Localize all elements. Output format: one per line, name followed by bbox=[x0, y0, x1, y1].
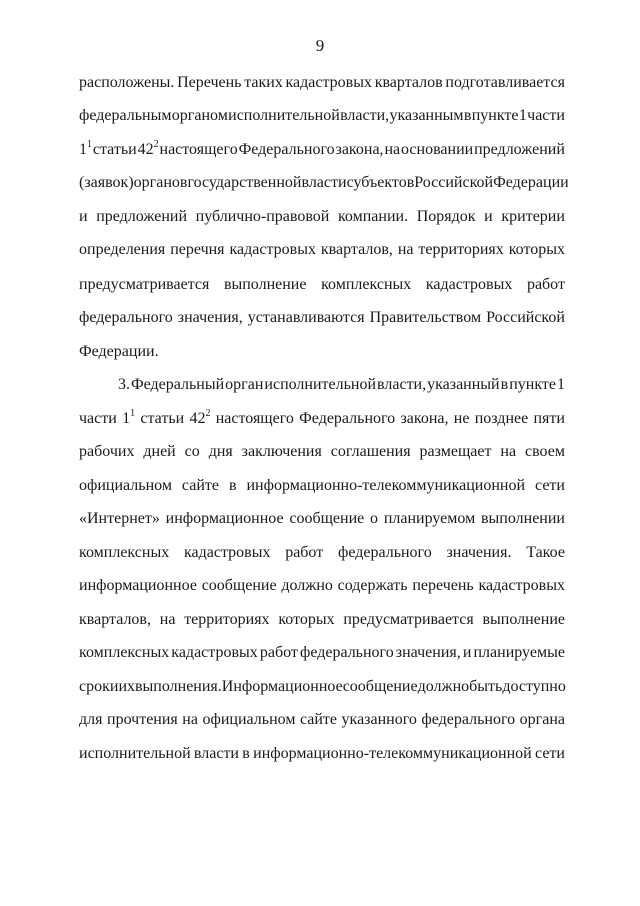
text-line bbox=[79, 106, 565, 126]
text-line bbox=[79, 476, 565, 496]
text-line bbox=[79, 409, 565, 429]
word: исполнительной bbox=[228, 107, 340, 124]
word: настоящего bbox=[159, 141, 238, 158]
word: 3. bbox=[118, 376, 130, 393]
word: значения. bbox=[446, 544, 512, 561]
word: пункте bbox=[471, 107, 519, 124]
word: выполнение bbox=[482, 611, 565, 628]
word: федерального bbox=[421, 711, 516, 728]
word: перечня bbox=[170, 241, 225, 258]
word: публично-правовой bbox=[195, 208, 330, 225]
word: власти bbox=[193, 745, 239, 762]
word: Информационное bbox=[221, 678, 343, 695]
word: рабочих bbox=[79, 443, 135, 460]
word: федерального bbox=[79, 309, 173, 326]
word: кадастровых bbox=[425, 276, 513, 293]
word: власти, bbox=[340, 107, 390, 124]
word: комплексных bbox=[321, 276, 412, 293]
word: со bbox=[184, 443, 200, 460]
word: части bbox=[79, 410, 117, 427]
superscript: 1 bbox=[87, 139, 92, 150]
word: основании bbox=[401, 141, 474, 158]
word: кадастровых bbox=[171, 644, 258, 661]
word: федерального bbox=[337, 544, 432, 561]
word: предложений bbox=[96, 208, 187, 225]
word: пяти bbox=[533, 410, 565, 427]
word: кварталов, bbox=[79, 611, 151, 628]
word: информационно-телекоммуникационной bbox=[253, 745, 532, 762]
word: информационное bbox=[79, 577, 197, 594]
word: информационное bbox=[165, 510, 284, 527]
word: указанным bbox=[389, 107, 464, 124]
word: подготавливается bbox=[445, 74, 565, 91]
word: и bbox=[79, 208, 88, 225]
word: сообщение bbox=[201, 577, 277, 594]
word: заключения bbox=[241, 443, 322, 460]
word: сообщение bbox=[342, 678, 418, 695]
word: планируемые bbox=[473, 644, 565, 661]
text-line bbox=[79, 308, 565, 328]
word: комплексных bbox=[79, 544, 170, 561]
word: в bbox=[500, 376, 509, 393]
word: которых bbox=[508, 241, 565, 258]
word: территориях bbox=[418, 241, 504, 258]
word: на bbox=[182, 711, 198, 728]
word: критерии bbox=[501, 208, 565, 225]
word: органа bbox=[519, 711, 565, 728]
text-line bbox=[79, 710, 565, 730]
word: Федеральный bbox=[131, 376, 225, 393]
text-line bbox=[79, 610, 565, 630]
text-line bbox=[79, 173, 569, 193]
word: кадастровых bbox=[183, 544, 271, 561]
word: устанавливаются bbox=[247, 309, 365, 326]
word: предусматривается bbox=[79, 276, 210, 293]
word: федеральным bbox=[79, 107, 172, 124]
text-line bbox=[79, 207, 565, 227]
word: определения bbox=[79, 241, 166, 258]
superscript: 2 bbox=[205, 408, 211, 419]
text-line bbox=[79, 140, 565, 160]
word: предусматривается bbox=[343, 611, 474, 628]
word: для bbox=[79, 711, 103, 728]
word: значения, bbox=[395, 644, 461, 661]
word: кадастровых bbox=[478, 577, 565, 594]
text-line bbox=[79, 677, 565, 697]
word: (заявок) bbox=[79, 174, 134, 191]
word: исполнительной bbox=[264, 376, 377, 393]
text-line bbox=[118, 375, 565, 395]
word: 1 bbox=[556, 376, 565, 393]
word: сети bbox=[535, 477, 565, 494]
word: официальном bbox=[79, 477, 172, 494]
word: дней bbox=[143, 443, 176, 460]
word: указанный bbox=[427, 376, 500, 393]
word: доступно bbox=[502, 678, 566, 695]
text-line bbox=[79, 576, 565, 596]
word: части bbox=[527, 107, 565, 124]
word: работ bbox=[259, 644, 298, 661]
text-line bbox=[79, 342, 565, 362]
word: кварталов, bbox=[320, 241, 393, 258]
text-line bbox=[79, 275, 565, 295]
word: и bbox=[462, 644, 472, 661]
text-line bbox=[79, 509, 565, 529]
word: орган bbox=[225, 376, 264, 393]
word: не bbox=[453, 410, 470, 427]
word: закона, bbox=[335, 141, 384, 158]
word: в bbox=[463, 107, 472, 124]
word: официальном bbox=[202, 711, 296, 728]
superscript: 2 bbox=[153, 139, 159, 150]
word: предложений bbox=[474, 141, 565, 158]
word: должно bbox=[417, 678, 470, 695]
word: компании. bbox=[337, 208, 409, 225]
word: Федерального bbox=[238, 141, 335, 158]
word: размещает bbox=[419, 443, 492, 460]
word: быть bbox=[469, 678, 503, 695]
word: позднее bbox=[474, 410, 529, 427]
word: сайте bbox=[181, 477, 219, 494]
word: на bbox=[397, 241, 414, 258]
word: на bbox=[500, 443, 517, 460]
word: Федерации bbox=[493, 174, 569, 191]
word: информационно-телекоммуникационной bbox=[246, 477, 526, 494]
superscript: 1 bbox=[130, 408, 136, 419]
word: о bbox=[370, 510, 379, 527]
word: которых bbox=[278, 611, 335, 628]
word: и bbox=[484, 208, 493, 225]
word: Такое bbox=[526, 544, 565, 561]
word: Российской bbox=[486, 309, 565, 326]
word: территориях bbox=[184, 611, 270, 628]
word: исполнительной bbox=[79, 745, 191, 762]
word: субъектов bbox=[346, 174, 415, 191]
word: дня bbox=[208, 443, 233, 460]
word: кадастровых bbox=[285, 74, 372, 91]
word: должно bbox=[281, 577, 333, 594]
text-line bbox=[79, 543, 565, 563]
word: $1^1$ bbox=[122, 408, 136, 427]
word: Федерального bbox=[299, 410, 396, 427]
word: федерального bbox=[299, 644, 394, 661]
word: таких bbox=[244, 74, 283, 91]
text-line bbox=[79, 240, 565, 260]
word: власти, bbox=[377, 376, 427, 393]
word: прочтения bbox=[107, 711, 178, 728]
word: выполнение bbox=[223, 276, 307, 293]
text-line bbox=[79, 744, 565, 764]
word: комплексных bbox=[79, 644, 170, 661]
word: на bbox=[159, 611, 176, 628]
word: указанного bbox=[341, 711, 417, 728]
word: статьи bbox=[92, 141, 137, 158]
word: соглашения bbox=[330, 443, 411, 460]
word: планируемом bbox=[383, 510, 476, 527]
word: на bbox=[384, 141, 401, 158]
word: выполнении bbox=[481, 510, 565, 527]
word: своем bbox=[524, 443, 565, 460]
word: значения, bbox=[177, 309, 243, 326]
word: «Интернет» bbox=[79, 510, 160, 527]
word: Порядок bbox=[416, 208, 476, 225]
word: пункте bbox=[509, 376, 556, 393]
word: Федерации. bbox=[79, 343, 159, 360]
word: статьи bbox=[140, 410, 185, 427]
word: органом bbox=[171, 107, 228, 124]
word: $1^1$ bbox=[79, 139, 92, 158]
word: закона, bbox=[400, 410, 449, 427]
word: кадастровых bbox=[229, 241, 316, 258]
word: выполнения. bbox=[135, 678, 222, 695]
word: Перечень bbox=[177, 74, 242, 91]
word: $42^2$ bbox=[189, 408, 211, 427]
word: расположены. bbox=[79, 74, 175, 91]
word: сообщение bbox=[289, 510, 365, 527]
word: Правительством bbox=[369, 309, 482, 326]
word: кварталов bbox=[374, 74, 443, 91]
word: государственной bbox=[187, 174, 302, 191]
page-number: 9 bbox=[315, 36, 325, 55]
word: их bbox=[118, 678, 135, 695]
text-line bbox=[79, 442, 565, 462]
word: содержать bbox=[337, 577, 408, 594]
word: сайте bbox=[299, 711, 338, 728]
word: в bbox=[242, 745, 250, 762]
word: $42^2$ bbox=[137, 139, 159, 158]
word: 1 bbox=[518, 107, 527, 124]
text-line bbox=[79, 643, 565, 663]
word: власти bbox=[301, 174, 347, 191]
word: работ bbox=[285, 544, 324, 561]
text-line bbox=[79, 73, 565, 93]
word: органов bbox=[133, 174, 188, 191]
word: перечень bbox=[412, 577, 474, 594]
word: в bbox=[228, 477, 237, 494]
word: настоящего bbox=[215, 410, 294, 427]
word: сети bbox=[535, 745, 565, 762]
word: работ bbox=[526, 276, 565, 293]
word: Российской bbox=[414, 174, 494, 191]
word: сроки bbox=[79, 678, 119, 695]
